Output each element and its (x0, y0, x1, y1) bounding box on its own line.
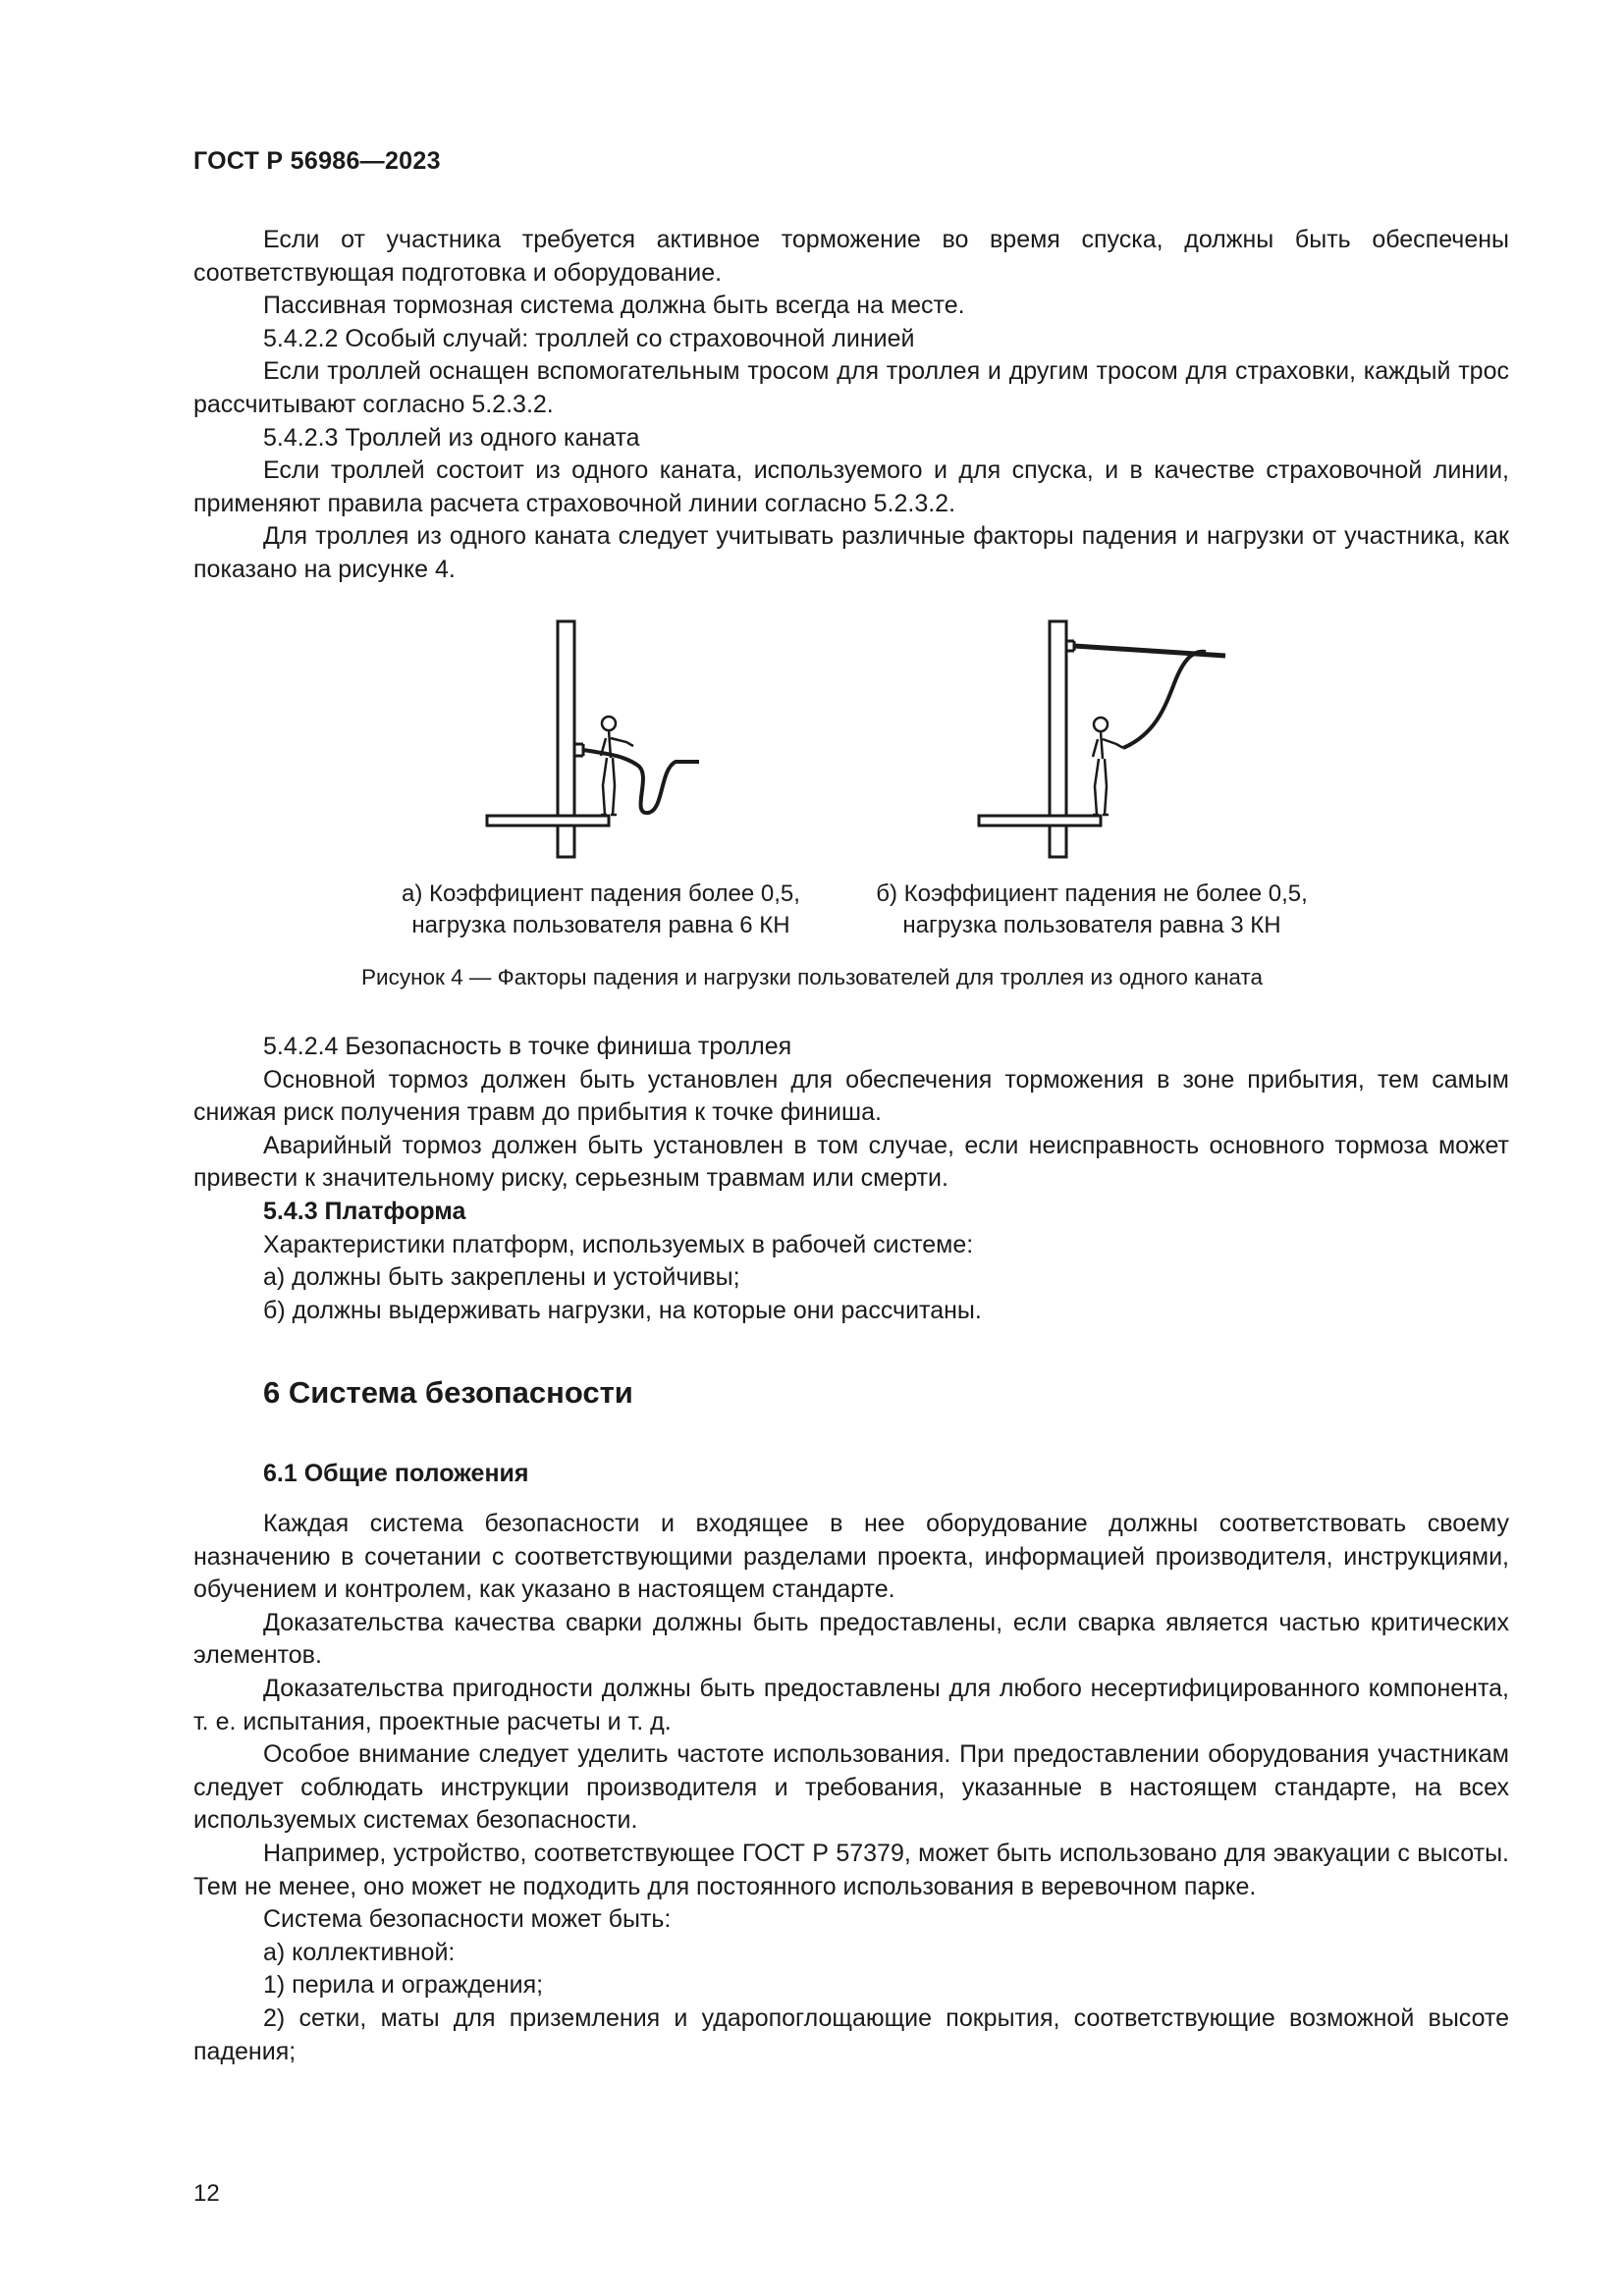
caption-a-line-2: нагрузка пользователя равна 6 КН (411, 912, 790, 938)
paragraph: Если троллей оснащен вспомогательным тросом для троллея и другим тросом для страховки, каждый трос рассчитывают согласно 5.2.3.2. (193, 357, 1509, 418)
paragraph: Каждая система безопасности и входящее в нее оборудование должны соответствовать своему назначению в сочетании с соответствующими разделами проекта, информацией производителя, инструкциями, обучением и контролем, как указано в настоящем стандарте. (193, 1510, 1509, 1604)
section-heading: 6 Система безопасности (263, 1375, 633, 1410)
paragraph: Система безопасности может быть: (263, 1905, 672, 1934)
top-text-block (193, 224, 1509, 587)
paragraph: Если от участника требуется активное торможение во время спуска, должны быть обеспечены соответствующая подготовка и оборудование. (193, 226, 1509, 287)
paragraph: Основной тормоз должен быть установлен для обеспечения торможения в зоне прибытия, тем самым снижая риск получения травм до прибытия к точке финиша. (193, 1065, 1509, 1127)
paragraph: Если троллей состоит из одного каната, используемого и для спуска, и в качестве страховочной линии, применяют правила расчета страховочной линии согласно 5.2.3.2. (193, 456, 1509, 517)
list-item: б) должны выдерживать нагрузки, на которые они рассчитаны. (263, 1296, 982, 1324)
list-item: а) коллективной: (263, 1938, 456, 1966)
paragraph: Например, устройство, соответствующее ГОСТ Р 57379, может быть использовано для эвакуации с высоты. Тем не менее, оно может не подходить для постоянного использования в веревочном парке. (193, 1839, 1509, 1900)
panel-b-drawing (979, 621, 1225, 857)
clause-title: 5.4.2.3 Троллей из одного каната (263, 423, 640, 452)
paragraph: Особое внимание следует уделить частоте использования. При предоставлении оборудования участникам следует соблюдать инструкции производителя и требования, указанные в настоящем стандарте, на всех используемых системах безопасности. (193, 1740, 1509, 1835)
clause-title: 5.4.2.2 Особый случай: троллей со страховочной линией (263, 324, 915, 352)
caption-b-line-2: нагрузка пользователя равна 3 КН (902, 912, 1281, 938)
page-number: 12 (193, 2180, 220, 2207)
paragraph: Для троллея из одного каната следует учитывать различные факторы падения и нагрузки от участника, как показано на рисунке 4. (193, 522, 1509, 583)
bottom-text-block (193, 1508, 1509, 2068)
caption-b-line-1: б) Коэффициент падения не более 0,5, (876, 881, 1308, 907)
platform-heading: 5.4.3 Платформа (263, 1197, 466, 1225)
document-header: ГОСТ Р 56986—2023 (193, 147, 441, 175)
panel-a-drawing (487, 621, 699, 857)
middle-text-block (193, 1031, 1509, 1327)
figure-caption: Рисунок 4 — Факторы падения и нагрузки пользователей для троллея из одного каната (361, 965, 1263, 989)
subsection-heading: 6.1 Общие положения (263, 1460, 529, 1487)
caption-b (837, 879, 1347, 941)
paragraph: Пассивная тормозная система должна быть всегда на месте. (263, 292, 965, 320)
caption-a-line-1: а) Коэффициент падения более 0,5, (402, 881, 800, 907)
paragraph: Аварийный тормоз должен быть установлен в том случае, если неисправность основного тормоза может привести к значительному риску, серьезным травмам или смерти. (193, 1131, 1509, 1193)
list-item: 1) перила и ограждения; (263, 1971, 544, 2000)
list-item: 2) сетки, маты для приземления и ударопоглощающие покрытия, соответствующие возможной высоте падения; (193, 2003, 1509, 2065)
figure-4 (0, 589, 1624, 1001)
paragraph: Доказательства качества сварки должны быть предоставлены, если сварка является частью критических элементов. (193, 1608, 1509, 1670)
figure-illustration (0, 589, 1624, 874)
clause-title: 5.4.2.4 Безопасность в точке финиша троллея (263, 1033, 792, 1060)
list-item: а) должны быть закреплены и устойчивы; (263, 1263, 740, 1292)
caption-a (346, 879, 856, 941)
paragraph: Характеристики платформ, используемых в рабочей системе: (263, 1230, 974, 1258)
paragraph: Доказательства пригодности должны быть предоставлены для любого несертифицированного компонента, т. е. испытания, проектные расчеты и т. д. (193, 1674, 1509, 1735)
